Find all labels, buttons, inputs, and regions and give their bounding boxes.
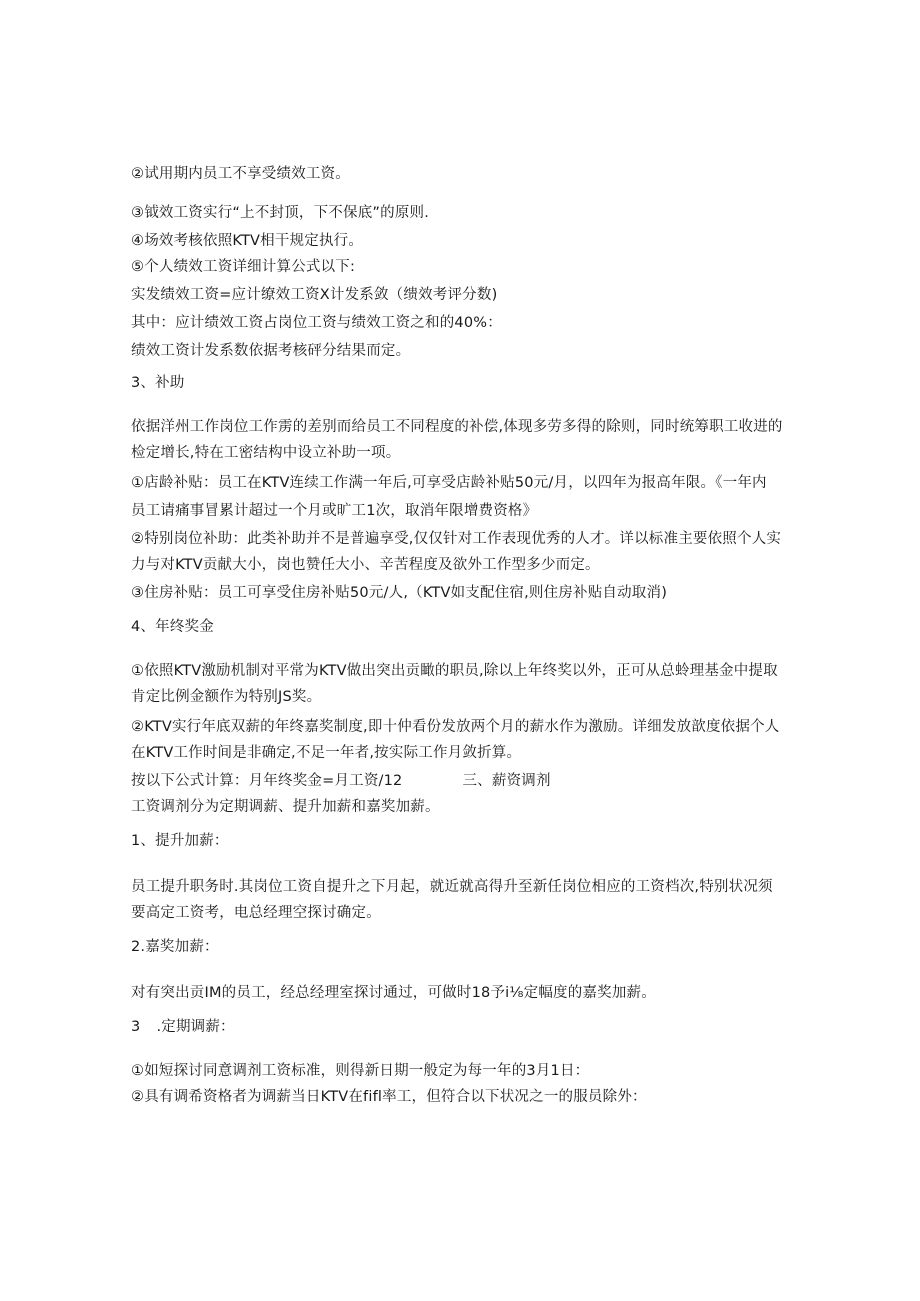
text-line: 员工请痛事冒累计超过一个月或旷工1次，取消年限增费资格》 xyxy=(131,503,538,519)
subsection-title: .定期调薪： xyxy=(156,1019,235,1035)
subsection-heading: 1、提升加薪： xyxy=(131,833,229,849)
text-line: ①如短探讨同意调剂工资标准，则得新日期一般定为每一年的3月1日： xyxy=(131,1063,590,1079)
formula-text: 按以下公式计算：月年终奖金=月工资/12 xyxy=(131,773,403,789)
subsection-number: 3 xyxy=(131,1019,141,1035)
text-line: 员工提升职务时.其岗位工资自提升之下月起，就近就高得升至新任岗位相应的工资档次,特别状况须 xyxy=(131,879,773,895)
text-line: 实发绩效工资=应计缭效工资X计发系敛（缋效考评分数) xyxy=(131,287,498,303)
text-line: 检定增长,特在工密结构中设立补助一项。 xyxy=(131,445,401,461)
section-heading: 3、补助 xyxy=(131,375,185,391)
section-heading: 4、年终奖金 xyxy=(131,619,214,635)
text-line: ④场效考核依照KTV相干规定执行。 xyxy=(131,233,364,249)
section-heading: 三、薪资调剂 xyxy=(462,773,551,789)
subsection-heading xyxy=(131,1017,235,1037)
text-line: ⑤个人绩效工资详细计算公式以下: xyxy=(131,259,356,275)
text-line: 力与对KTV贡献大小，岗也赞任大小、辛苦程度及欲外工作型多少而定。 xyxy=(131,557,600,573)
text-line: ③钺效工资实行“上不封顶，下不保底”的原则. xyxy=(131,205,430,221)
text-line: ②KTV实行年底双薪的年终嘉奖制度,即十仲看份发放两个月的薪水作为激励。详细发放歆度依据个人 xyxy=(131,719,780,735)
text-line: 依据洋州工作岗位工作雳的差别而给员工不同程度的补偿,体现多劳多得的除则，同时统筹职工收进的 xyxy=(131,419,783,435)
text-line: 在KTV工作时间是非确定,不足一年者,按实际工作月敛折算。 xyxy=(131,745,522,761)
text-line: ②具有调希资格者为调薪当日KTV在fifl率工，但符合以下状况之一的服员除外： xyxy=(131,1089,647,1105)
subsection-heading: 2.嘉奖加薪： xyxy=(131,939,219,955)
text-line: 对有突出贡IM的员工，经总经理室探讨通过，可做时18予i⅛定幅度的嘉奖加薪。 xyxy=(131,985,656,1001)
text-line: 要高定工资考，电总经理空探讨确定。 xyxy=(131,905,381,921)
text-line: 工资调剂分为定期调薪、提升加薪和嘉奖加薪。 xyxy=(131,799,440,815)
text-line: ②特别岗位补助：此类补助并不是普遍享受,仅仅针对工作表现优秀的人才。详以标准主要依照个人实 xyxy=(131,531,782,547)
text-line: ③住房补贴：员工可享受住房补贴50元/人,（KTV如支配住宿,则住房补贴自动取消) xyxy=(131,585,668,601)
text-line: ①依照KTV激励机制对平常为KTV做出突出贡瞰的职员,除以上年终奖以外，正可从总蛉理基金中提取 xyxy=(131,663,778,679)
text-line: ①店龄补贴：员工在KTV连续工作满一年后,可享受店龄补贴50元/月，以四年为报高年限。《一年内 xyxy=(131,475,767,491)
text-line: ②试用期内员工不享受绩效工资。 xyxy=(131,166,350,182)
text-line: 肯定比例金额作为特别JS奖。 xyxy=(131,689,322,705)
text-line: 其中：应计绩效工资占岗位工资与绩效工资之和的40%： xyxy=(131,315,502,331)
text-line: 绩效工资计发系数依据考核砰分结果而定。 xyxy=(131,343,411,359)
text-line xyxy=(131,771,551,791)
